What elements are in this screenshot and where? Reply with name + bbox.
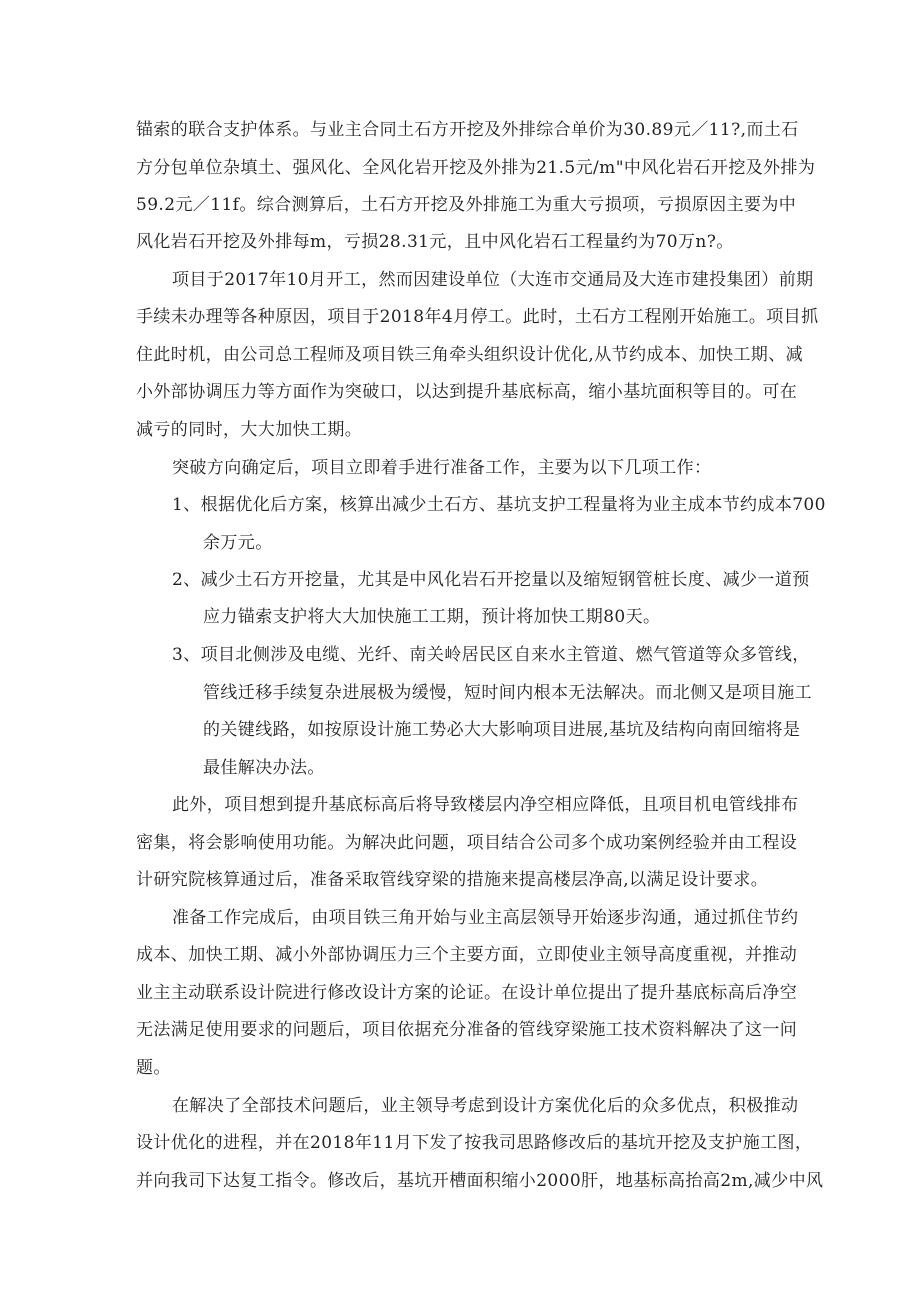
paragraph-first-line: 准备工作完成后，由项目铁三角开始与业主高层领导开始逐步沟通，通过抓住节约 <box>172 908 799 928</box>
list-item-3-cont: 管线迁移手续复杂进展极为缓慢，短时间内根本无法解决。而北侧又是项目施工 <box>203 683 812 703</box>
list-item-2: 2、减少土石方开挖量，尤其是中风化岩石开挖量以及缩短钢管桩长度、减少一道预 <box>172 570 810 590</box>
list-item-3: 3、项目北侧涉及电缆、光纤、南关岭居民区自来水主管道、燃气管道等众多管线， <box>172 645 810 665</box>
paragraph-first-line: 项目于2017年10月开工，然而因建设单位（大连市交通局及大连市建投集团）前期 <box>172 270 814 290</box>
text-line: 住此时机，由公司总工程师及项目铁三角牵头组织设计优化,从节约成本、加快工期、减 <box>136 345 804 365</box>
text-line: 设计优化的进程，并在2018年11月下发了按我司思路修改后的基坑开挖及支护施工图， <box>136 1133 813 1153</box>
text-line: 题。 <box>136 1058 171 1078</box>
text-line: 减亏的同时，大大加快工期。 <box>136 420 363 440</box>
text-line: 业主主动联系设计院进行修改设计方案的论证。在设计单位提出了提升基底标高后净空 <box>136 983 798 1003</box>
text-line: 方分包单位杂填土、强风化、全风化岩开挖及外排为21.5元/m"中风化岩石开挖及外排为 <box>136 158 816 178</box>
text-line: 计研究院核算通过后，准备采取管线穿梁的措施来提高楼层净高,以满足设计要求。 <box>136 870 769 890</box>
text-line: 成本、加快工期、减小外部协调压力三个主要方面，立即使业主领导高度重视，并推动 <box>136 945 798 965</box>
list-item-1: 1、根据优化后方案，核算出减少土石方、基坑支护工程量将为业主成本节约成本700 <box>172 495 826 515</box>
text-line: 锚索的联合支护体系。与业主合同土石方开挖及外排综合单价为30.89元／11?,而土石 <box>136 120 799 140</box>
paragraph-first-line: 突破方向确定后，项目立即着手进行准备工作，主要为以下几项工作： <box>172 458 712 478</box>
list-item-3-cont: 最佳解决办法。 <box>203 758 325 778</box>
text-line: 手续未办理等各种原因，项目于2018年4月停工。此时，土石方工程刚开始施工。项目抓 <box>136 307 819 327</box>
text-line: 小外部协调压力等方面作为突破口，以达到提升基底标高，缩小基坑面积等目的。可在 <box>136 382 798 402</box>
text-line: 无法满足使用要求的问题后，项目依据充分准备的管线穿梁施工技术资料解决了这一问 <box>136 1020 798 1040</box>
text-line: 密集，将会影响使用功能。为解决此问题，项目结合公司多个成功案例经验并由工程设 <box>136 833 798 853</box>
text-line: 风化岩石开挖及外排每m，亏损28.31元，且中风化岩石工程量约为70万n?。 <box>136 232 734 252</box>
text-line: 59.2元／11f。综合测算后，土石方开挖及外排施工为重大亏损项，亏损原因主要为中 <box>136 195 797 215</box>
list-item-1-cont: 余万元。 <box>203 533 273 553</box>
list-item-2-cont: 应力锚索支护将大大加快施工工期，预计将加快工期80天。 <box>203 607 661 627</box>
text-line: 并向我司下达复工指令。修改后，基坑开槽面积缩小2000肝，地基标高抬高2m,减少中风 <box>136 1171 824 1191</box>
paragraph-first-line: 此外，项目想到提升基底标高后将导致楼层内净空相应降低，且项目机电管线排布 <box>172 795 799 815</box>
paragraph-first-line: 在解决了全部技术问题后，业主领导考虑到设计方案优化后的众多优点，积极推动 <box>172 1096 799 1116</box>
list-item-3-cont: 的关键线路，如按原设计施工势必大大影响项目进展,基坑及结构向南回缩将是 <box>203 720 801 740</box>
